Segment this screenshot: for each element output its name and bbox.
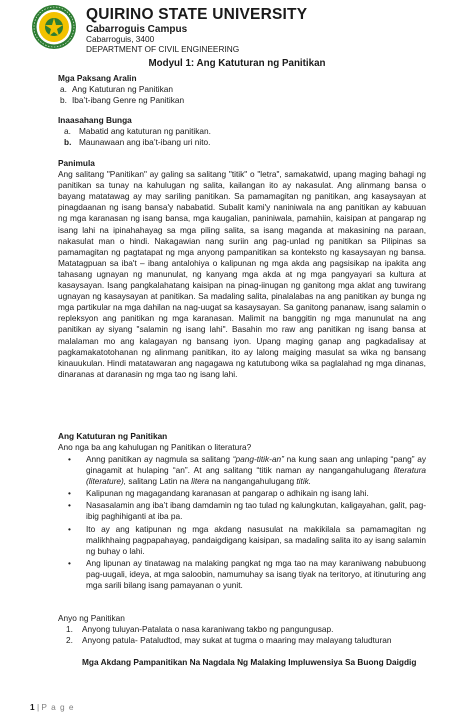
list-marker: a.	[60, 84, 67, 95]
panimula-body: Ang salitang "Panitikan" ay galing sa salitang "titik" o "letra", samakatwid, upang maging bahagi ng panitikan sa tunay na kahulugan ng salita, kailangan ito ay nakasulat. Ang alinmang bansa o bayang matatawag ay may sariling panitikan. Sa pamamagitan ng panitikan, ang kasaysayan at pinagdaanan ng isang bansa'y nababatid. Subalit kami'y naniniwala na ang panitikan ay kabuuan ng mga karanasan ng isang bansa, mga kaugalian, paniniwala, pamahiin, kaisipan at pangarap ng isang lahi na ipinahahayag sa mga piling salita, sa isang maganda at makasining na paraan, nakasulat man o hindi. Nakagawian nang suriin ang pag-unlad ng panitikan sa Pilipinas sa pamamagitan ng pagtatapat ng mga anyong pampanitikan sa konteksto ng kasaysayan ng bansa. Matatagpuan sa iba't – ibang antalohiya o kalipunan ng mga akda ang pagsisikap na ipakita ang tahasang ugnayan ng manunulat, ng kanyang mga akda at ng mga pangyayari sa kultura at kasaysayan. Isang pangkalahatang kaisipan na pinag-iinugan ng ganitong mga aklat ang tuwirang ugnayan ng kasaysayan at panitikan. Sa madaling salita, pinalalabas na ang panitikan ay bunga ng mga partikular na mga dahilan na nag-uugat sa kasaysayan. Sa ganitong pananaw, isang salamin o repleksyon ang panitikan ng mga karanasan. Malimit na banggitin ng mga manunulat na ang panitikan ay siyang "salamin ng isang lahi". Basahin mo raw ang panitikan ng isang bansa at malalaman mo ang kalagayan ng bansang iyon. Upang maging ganap ang pagkadalisay at pagkamakatotohanan ng alinmang panitikan, ito ay lalong maiging masulat sa wika ng bansang kinauukulan. Hindi matatawaran ang nagagawa ng katutubong wika sa paglalahad ng mga dinanas, dinaranas at daranasin ng mga tao ng isang lahi.	[58, 169, 426, 379]
outcomes-heading: Inaasahang Bunga	[58, 115, 132, 125]
bullet-text: Kalipunan ng magagandang karanasan at pangarap o adhikain ng isang lahi.	[86, 488, 369, 499]
list-marker: 2.	[66, 635, 73, 646]
bullet-dot: •	[68, 523, 71, 534]
bullet-item	[68, 488, 426, 499]
bullet-dot: •	[68, 454, 71, 464]
topics-heading: Mga Paksang Aralin	[58, 73, 137, 83]
bullet-text: Anng panitikan ay nagmula sa salitang	[86, 454, 233, 464]
bullet-text: salitang Latin na	[126, 476, 192, 487]
closing-heading: Mga Akdang Pampanitikan Na Nagdala Ng Malaking Impluwensiya Sa Buong Daigdig	[82, 657, 417, 667]
bullet-dot: •	[68, 488, 71, 499]
list-item	[58, 137, 426, 148]
list-marker: a.	[64, 126, 71, 137]
list-item-text: Iba’t-ibang Genre ng Panitikan	[72, 95, 185, 106]
anyo-section	[58, 613, 426, 646]
bullet-text: Nasasalamin ang iba’t ibang damdamin ng tao tulad ng kalungkutan, kaligayahan, galit, pag-ibig paghihiganti at iba pa.	[86, 500, 426, 522]
outcomes-section	[58, 115, 426, 148]
list-item	[58, 95, 426, 106]
bullet-dot: •	[68, 557, 71, 568]
list-marker: b.	[60, 95, 67, 106]
bullet-dot: •	[68, 500, 71, 511]
page-footer	[30, 702, 75, 712]
bullet-term: literatura (literature),	[86, 465, 426, 487]
bullet-term: litera	[191, 476, 210, 487]
page-number: 1	[30, 702, 35, 712]
bullet-item	[68, 558, 426, 591]
department-name: DEPARTMENT OF CIVIL ENGINEERING	[86, 43, 240, 54]
university-seal-icon	[31, 4, 77, 50]
bullet-text: Ito ay ang katipunan ng mga akdang nasusulat na makikilala sa pamamagitan ng malikhhaing pagpapahayag, pandaigdigang kaisipan, sa madaling salita ito ay isang salamin ng buhay o lahi.	[86, 523, 426, 556]
bullet-text: Ang lipunan ay tinatawag na malaking pangkat ng mga tao na may karaniwang nabubuong pag-uugali, ideya, at mga saloobin, namumuhay sa isang tiyak na teritoryo, at itinuturing ang mga sarili bilang isang pamayanan o yunit.	[86, 557, 426, 591]
katuturan-section	[58, 431, 426, 453]
bullet-term: “pang-titik-an”	[232, 454, 284, 464]
bullet-item	[68, 500, 426, 522]
anyo-heading: Anyo ng Panitikan	[58, 613, 125, 623]
list-item	[58, 635, 426, 646]
list-marker: b.	[64, 137, 72, 148]
list-item	[58, 84, 426, 95]
bullet-term: titik.	[296, 476, 312, 487]
bullet-text: na nangangahulugang	[209, 476, 297, 487]
list-item-text: Ang Katuturan ng Panitikan	[72, 84, 174, 95]
bullet-text: na kung saan ang unlaping “pang” ay ginagamit at hulaping “an”. At ang salitang “titik naman ay nangangahulugang	[86, 454, 427, 476]
katuturan-question: Ano nga ba ang kahulugan ng Panitikan o literatura?	[58, 442, 252, 453]
bullet-item	[68, 454, 426, 487]
list-item	[58, 624, 426, 635]
list-item	[58, 126, 426, 137]
list-marker: 1.	[66, 624, 73, 635]
footer-separator: |	[36, 702, 40, 712]
list-item-text: Mabatid ang katuturan ng panitikan.	[79, 126, 211, 137]
page-label: P a g e	[41, 702, 75, 712]
katuturan-heading: Ang Katuturan ng Panitikan	[58, 431, 168, 441]
list-item-text: Anyong tuluyan-Patalata o nasa karaniwang takbo ng pangungusap.	[82, 624, 334, 635]
panimula-heading: Panimula	[58, 158, 95, 168]
katuturan-bullet-list	[68, 454, 426, 592]
list-item-text: Maunawaan ang iba’t-ibang uri nito.	[79, 137, 211, 148]
panimula-section	[58, 158, 426, 380]
campus-name: Cabarroguis Campus	[86, 24, 188, 35]
letterhead	[86, 6, 456, 54]
topics-section	[58, 73, 426, 106]
address: Cabarroguis, 3400	[86, 34, 155, 44]
bullet-item	[68, 524, 426, 557]
list-item-text: Anyong patula- Pataludtod, may sukat at tugma o maaring may malayang taludturan	[82, 635, 392, 646]
university-name: QUIRINO STATE UNIVERSITY	[86, 6, 308, 23]
module-title: Modyul 1: Ang Katuturan ng Panitikan	[148, 58, 326, 69]
